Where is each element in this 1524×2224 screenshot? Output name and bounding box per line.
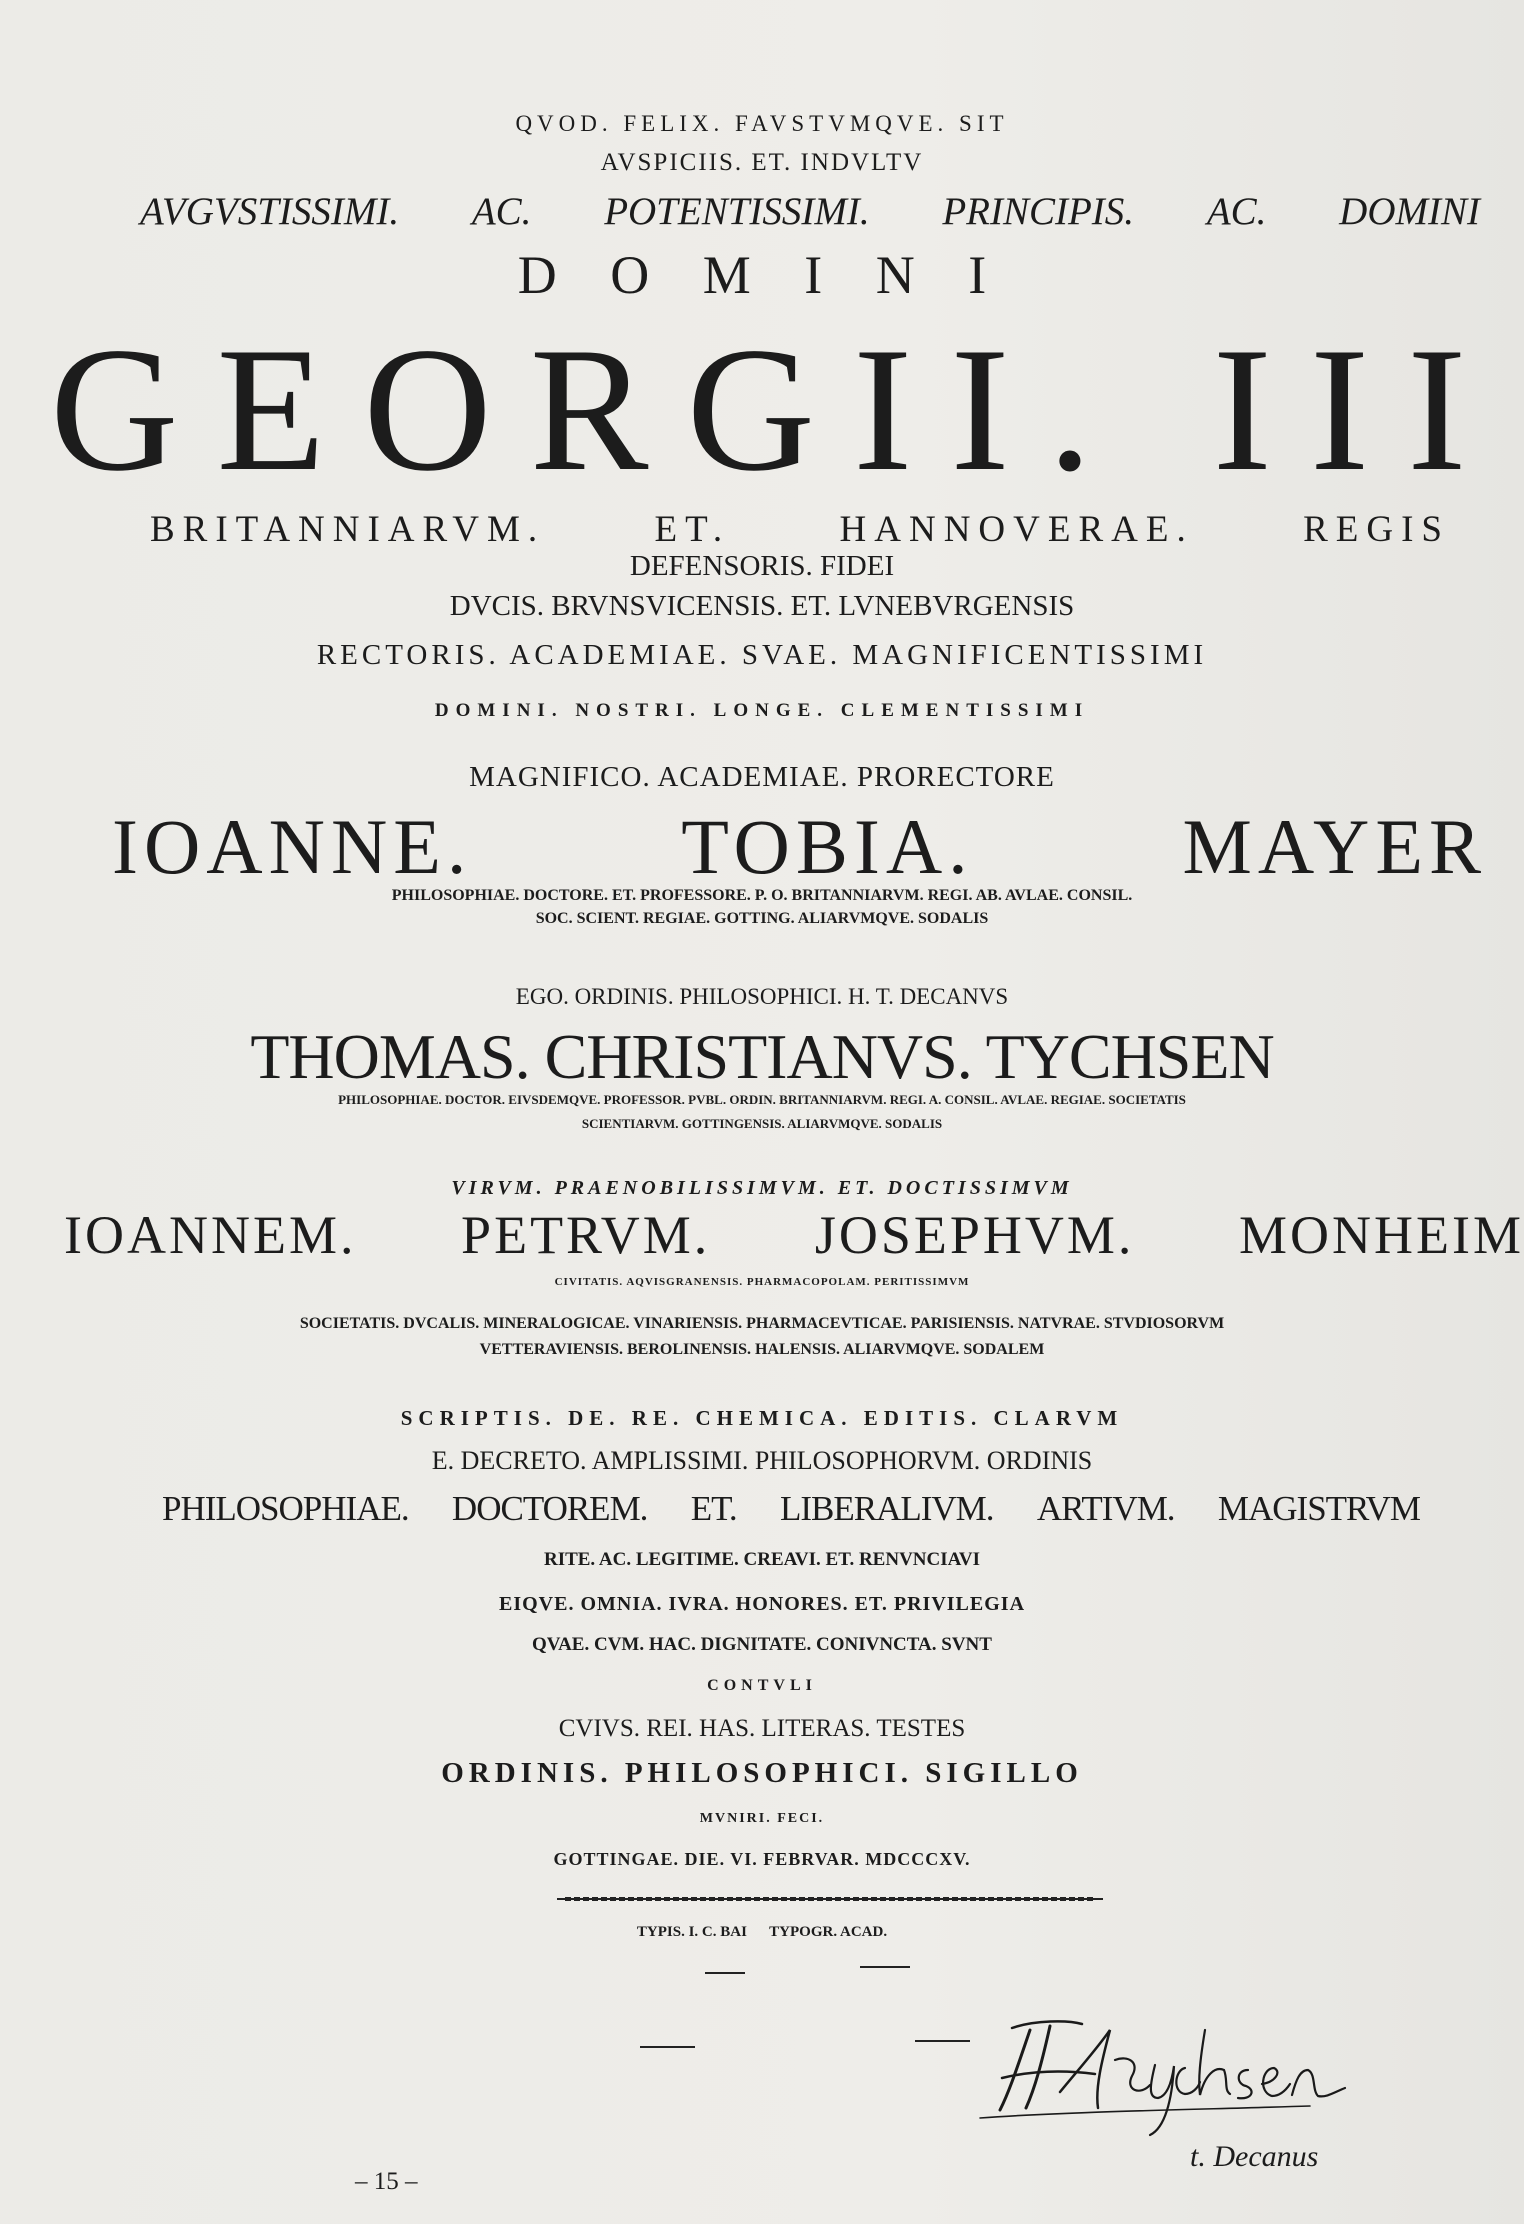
virum-line: VIRVM. PRAENOBILISSIMVM. ET. DOCTISSIMVM — [451, 1177, 1073, 1199]
ducis-line: DVCIS. BRVNSVICENSIS. ET. LVNEBVRGENSIS — [449, 590, 1075, 622]
quae-line: QVAE. CVM. HAC. DIGNITATE. CONIVNCTA. SVNT — [532, 1634, 992, 1655]
word: IOANNE. — [112, 803, 473, 890]
opening-line: QVOD. FELIX. FAVSTVMQVE. SIT — [515, 111, 1009, 136]
civitatis-line: CIVITATIS. AQVISGRANENSIS. PHARMACOPOLAM. PERITISSIMVM — [554, 1276, 970, 1288]
word: REGIS — [1303, 509, 1450, 550]
word: AC. — [471, 190, 532, 233]
defensoris-line: DEFENSORIS. FIDEI — [629, 550, 895, 582]
word: BRITANNIARVM. — [150, 509, 546, 550]
word: TOBIA. — [681, 803, 974, 890]
auspiciis-line: AVSPICIIS. ET. INDVLTV — [600, 149, 924, 176]
word: JOSEPHVM. — [814, 1205, 1135, 1265]
prorectore-line: MAGNIFICO. ACADEMIAE. PRORECTORE — [469, 761, 1055, 793]
signature-title: t. Decanus — [1190, 2140, 1319, 2173]
word: DOMINI — [1339, 190, 1480, 233]
word: ARTIVM. — [1036, 1489, 1175, 1528]
date-line: GOTTINGAE. DIE. VI. FEBRVAR. MDCCCXV. — [553, 1849, 971, 1869]
muniri-line: MVNIRI. FECI. — [699, 1811, 825, 1826]
domini-heading: D O M I N I — [517, 245, 1007, 305]
page-number: – 15 – — [355, 2168, 418, 2195]
decreto-line: E. DECRETO. AMPLISSIMI. PHILOSOPHORVM. ORDINIS — [431, 1446, 1093, 1475]
sigillo-line: ORDINIS. PHILOSOPHICI. SIGILLO — [441, 1757, 1083, 1789]
mayer-titles-1: PHILOSOPHIAE. DOCTORE. ET. PROFESSORE. P. O. BRITANNIARVM. REGI. AB. AVLAE. CONSIL. — [391, 887, 1133, 904]
tychsen-titles-1: PHILOSOPHIAE. DOCTOR. EIVSDEMQVE. PROFESSOR. PVBL. ORDIN. BRITANNIARVM. REGI. A. CONSIL. AVLAE. REGIAE. SOCIETATIS — [338, 1092, 1186, 1107]
word: PRINCIPIS. — [942, 190, 1135, 233]
word: PHILOSOPHIAE. — [162, 1489, 409, 1528]
word: MONHEIM — [1238, 1205, 1524, 1265]
word: AVGVSTISSIMI. — [140, 190, 400, 233]
word: DOCTOREM. — [451, 1489, 648, 1528]
sodalem-line: VETTERAVIENSIS. BEROLINENSIS. HALENSIS. ALIARVMQVE. SODALEM — [479, 1341, 1045, 1358]
mayer-titles-2: SOC. SCIENT. REGIAE. GOTTING. ALIARVMQVE. SODALIS — [535, 910, 989, 927]
tychsen-name: THOMAS. CHRISTIANVS. TYCHSEN — [250, 1021, 1274, 1092]
rectoris-line: RECTORIS. ACADEMIAE. SVAE. MAGNIFICENTISSIMI — [316, 639, 1208, 671]
domini-nostri-line: DOMINI. NOSTRI. LONGE. CLEMENTISSIMI — [434, 700, 1090, 721]
decanus-line: EGO. ORDINIS. PHILOSOPHICI. H. T. DECANVS — [515, 984, 1009, 1009]
societatis-line: SOCIETATIS. DVCALIS. MINERALOGICAE. VINARIENSIS. PHARMACEVTICAE. PARISIENSIS. NATVRAE. STVDIOSORVM — [299, 1315, 1225, 1332]
cuius-line: CVIVS. REI. HAS. LITERAS. TESTES — [558, 1715, 966, 1742]
eique-line: EIQVE. OMNIA. IVRA. HONORES. ET. PRIVILEGIA — [498, 1593, 1026, 1615]
word: LIBERALIVM. — [779, 1489, 994, 1528]
rite-line: RITE. AC. LEGITIME. CREAVI. ET. RENVNCIAVI — [543, 1549, 981, 1570]
printer-line: TYPIS. I. C. BAI TYPOGR. ACAD. — [636, 1924, 888, 1940]
word: ET. — [654, 509, 731, 550]
tychsen-titles-2: SCIENTIARVM. GOTTINGENSIS. ALIARVMQVE. SODALIS — [581, 1116, 943, 1131]
georgii-title: GEORGII. III — [50, 310, 1505, 508]
word: POTENTISSIMI. — [604, 190, 870, 233]
word: PETRVM. — [461, 1205, 711, 1265]
word: HANNOVERAE. — [839, 509, 1194, 550]
word: ET. — [690, 1489, 737, 1528]
word: MAYER — [1182, 803, 1487, 890]
scriptis-line: SCRIPTIS. DE. RE. CHEMICA. EDITIS. CLARVM — [400, 1406, 1124, 1430]
word: MAGISTRVM — [1217, 1489, 1420, 1528]
contuli-line: CONTVLI — [707, 1677, 817, 1694]
word: IOANNEM. — [64, 1205, 357, 1265]
word: AC. — [1206, 190, 1267, 233]
